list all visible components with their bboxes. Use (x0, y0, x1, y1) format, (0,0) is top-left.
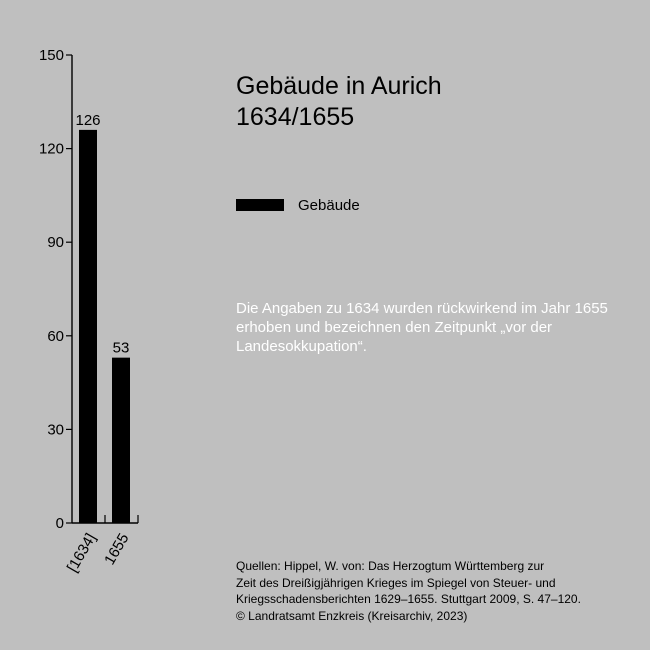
chart-title (236, 71, 442, 133)
annotation-note: Die Angaben zu 1634 wurden rückwirkend im Jahr 1655 erhoben und bezeichnen den Zeitpunkt „vor der Landesokkupation“. (236, 300, 608, 355)
y-tick-label: 30 (47, 421, 64, 439)
bar (112, 358, 130, 523)
bar (79, 130, 97, 523)
y-tick-label: 150 (38, 47, 64, 64)
sources-block (236, 558, 636, 624)
x-tick-label: 1655 (101, 530, 133, 568)
legend-swatch (236, 199, 284, 211)
data-label: 53 (112, 339, 130, 357)
x-tick-label: [1634] (63, 530, 100, 576)
copyright-line: © Landratsamt Enzkreis (Kreisarchiv, 2023) (236, 608, 468, 623)
chart-title-line-2: 1634/1655 (236, 103, 355, 131)
chart-title-line-1: Gebäude in Aurich (236, 72, 442, 100)
data-label: 126 (75, 111, 101, 129)
sources-line: Kriegsschadensberichten 1629–1655. Stuttgart 2009, S. 47–120. (236, 592, 581, 606)
legend (236, 195, 360, 215)
y-tick-label: 120 (38, 140, 64, 158)
legend-label: Gebäude (298, 196, 360, 214)
sources-line: Zeit des Dreißigjährigen Krieges im Spiegel von Steuer- und (236, 575, 556, 590)
sources-line: Quellen: Hippel, W. von: Das Herzogtum Württemberg zur (236, 559, 545, 573)
y-tick-label: 90 (47, 234, 64, 252)
y-tick-label: 60 (47, 327, 64, 345)
y-tick-label: 0 (55, 515, 64, 532)
